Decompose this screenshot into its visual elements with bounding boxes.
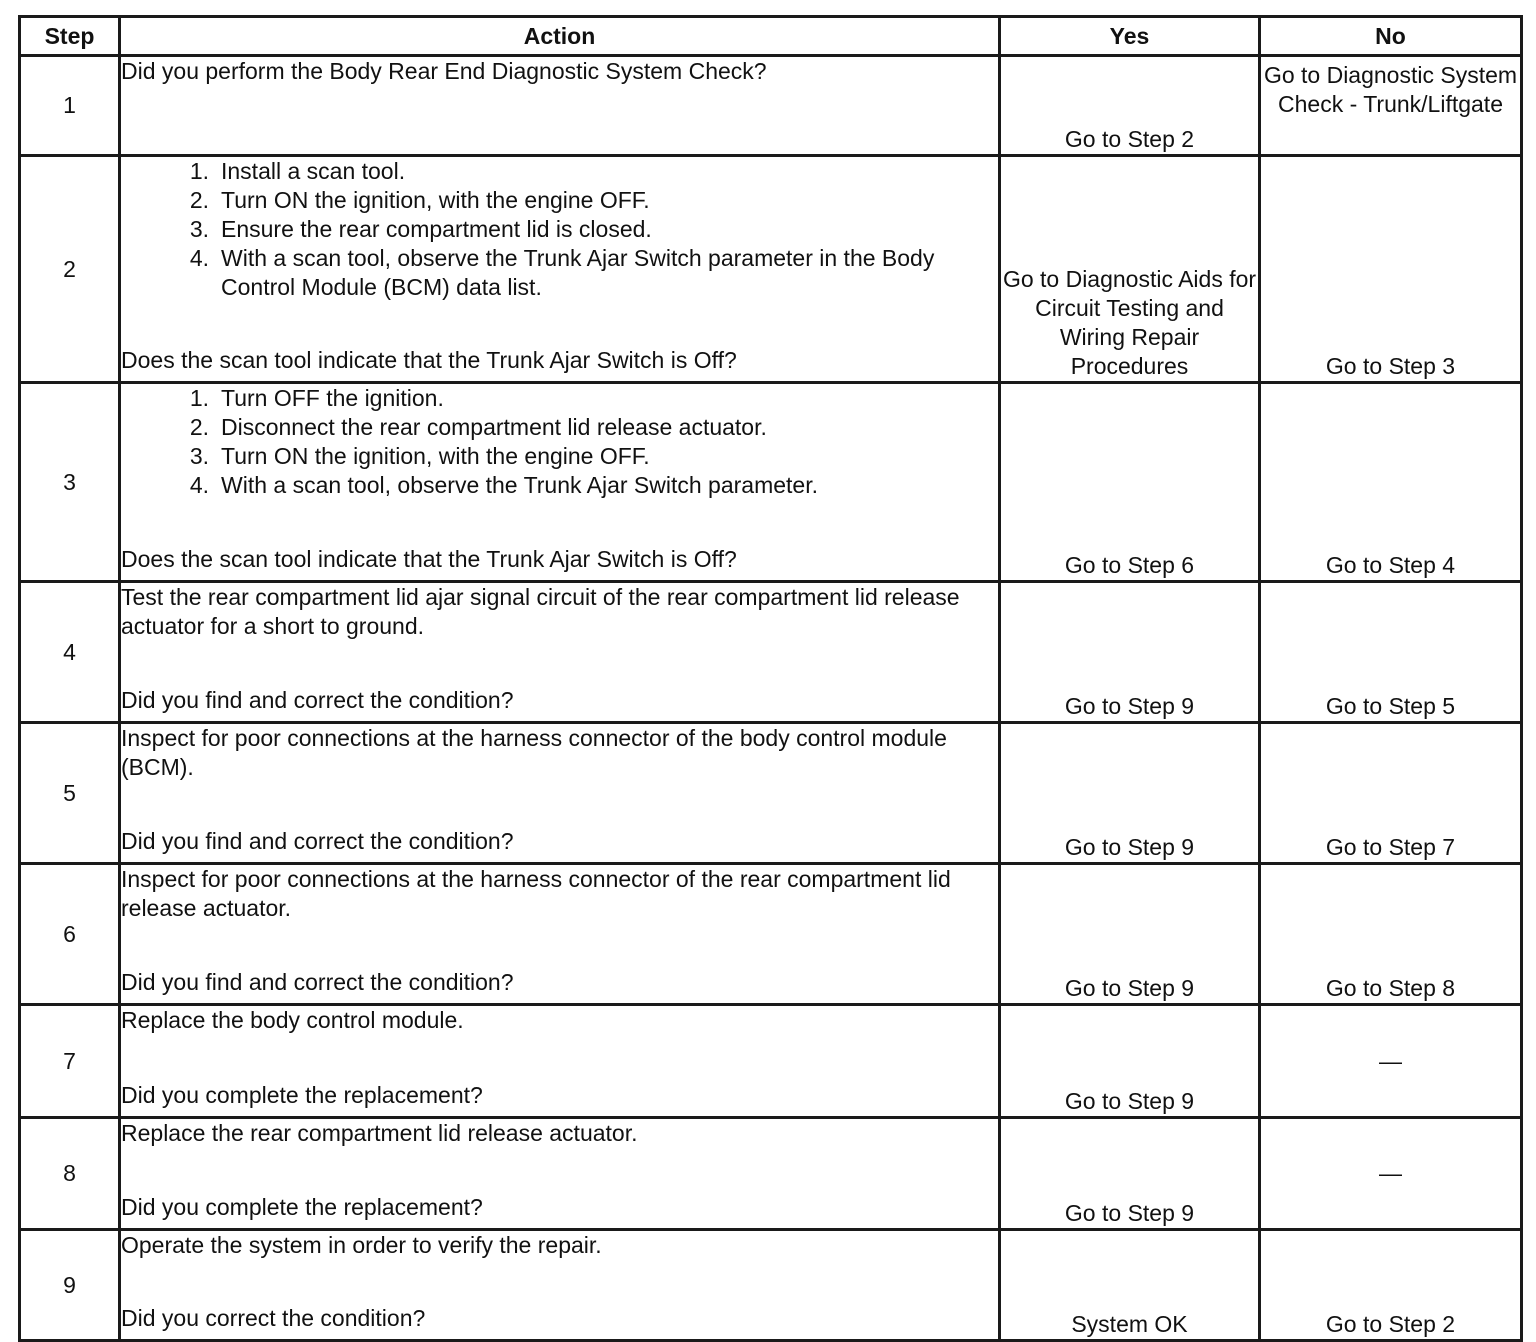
action-question: Did you correct the condition? [121, 1305, 426, 1331]
list-item: 4. With a scan tool, observe the Trunk Ajar Switch parameter. [189, 472, 819, 498]
action-cell [120, 582, 1000, 723]
action-question: Did you find and correct the condition? [121, 969, 514, 995]
table-row [20, 1005, 1522, 1118]
step-number: 5 [20, 723, 120, 864]
header-row [20, 17, 1522, 56]
action-question: Does the scan tool indicate that the Trunk Ajar Switch is Off? [121, 546, 737, 572]
action-text: Did you perform the Body Rear End Diagnostic System Check? [121, 58, 767, 84]
action-text: Replace the rear compartment lid release actuator. [121, 1120, 638, 1146]
header-action: Action [120, 17, 1000, 56]
table-row [20, 1230, 1522, 1341]
yes-cell: Go to Step 9 [1000, 1005, 1260, 1118]
action-cell [120, 156, 1000, 383]
no-cell: Go to Step 8 [1260, 864, 1522, 1005]
yes-cell: Go to Step 9 [1000, 582, 1260, 723]
no-cell: — [1260, 1118, 1522, 1230]
step-number: 4 [20, 582, 120, 723]
substep-list [121, 157, 998, 302]
action-question: Did you complete the replacement? [121, 1082, 483, 1108]
action-text: Inspect for poor connections at the harness connector of the body control module (BCM). [121, 725, 947, 780]
table-row [20, 156, 1522, 383]
list-item: 2. Turn ON the ignition, with the engine OFF. [189, 187, 650, 213]
table-row [20, 582, 1522, 723]
table-row [20, 723, 1522, 864]
table-row [20, 56, 1522, 156]
step-number: 7 [20, 1005, 120, 1118]
step-number: 8 [20, 1118, 120, 1230]
action-text: Test the rear compartment lid ajar signal circuit of the rear compartment lid release actuator for a short to ground. [121, 584, 960, 639]
list-item: 2. Disconnect the rear compartment lid release actuator. [189, 414, 767, 440]
header-no: No [1260, 17, 1522, 56]
header-yes: Yes [1000, 17, 1260, 56]
list-item: 1. Install a scan tool. [189, 158, 406, 184]
no-cell: Go to Step 3 [1260, 156, 1522, 383]
action-cell [120, 383, 1000, 582]
no-cell: Go to Step 4 [1260, 383, 1522, 582]
yes-cell: Go to Step 9 [1000, 864, 1260, 1005]
yes-cell: Go to Step 2 [1000, 56, 1260, 156]
action-text: Operate the system in order to verify the repair. [121, 1232, 602, 1258]
action-question: Did you find and correct the condition? [121, 828, 514, 854]
yes-cell: Go to Step 6 [1000, 383, 1260, 582]
no-cell: Go to Step 5 [1260, 582, 1522, 723]
table-row [20, 383, 1522, 582]
yes-cell: System OK [1000, 1230, 1260, 1341]
step-number: 2 [20, 156, 120, 383]
no-cell: Go to Diagnostic System Check - Trunk/Liftgate [1260, 56, 1522, 156]
action-cell [120, 723, 1000, 864]
action-cell [120, 1005, 1000, 1118]
header-step: Step [20, 17, 120, 56]
list-item: 4. With a scan tool, observe the Trunk Ajar Switch parameter in the Body Control Module (BCM) data list. [189, 245, 935, 300]
action-text: Replace the body control module. [121, 1007, 464, 1033]
yes-cell: Go to Diagnostic Aids for Circuit Testing and Wiring Repair Procedures [1000, 156, 1260, 383]
no-cell: — [1260, 1005, 1522, 1118]
list-item: 3. Ensure the rear compartment lid is closed. [189, 216, 652, 242]
yes-cell: Go to Step 9 [1000, 1118, 1260, 1230]
substep-list [121, 384, 998, 500]
action-question: Does the scan tool indicate that the Trunk Ajar Switch is Off? [121, 347, 737, 373]
diagnostic-table [18, 15, 1523, 1342]
list-item: 1. Turn OFF the ignition. [189, 385, 444, 411]
action-text: Inspect for poor connections at the harness connector of the rear compartment lid release actuator. [121, 866, 951, 921]
action-question: Did you find and correct the condition? [121, 687, 514, 713]
yes-cell: Go to Step 9 [1000, 723, 1260, 864]
action-cell [120, 1230, 1000, 1341]
action-cell [120, 1118, 1000, 1230]
step-number: 1 [20, 56, 120, 156]
no-cell: Go to Step 2 [1260, 1230, 1522, 1341]
action-cell [120, 864, 1000, 1005]
action-cell [120, 56, 1000, 156]
step-number: 3 [20, 383, 120, 582]
no-cell: Go to Step 7 [1260, 723, 1522, 864]
action-question: Did you complete the replacement? [121, 1194, 483, 1220]
table-row [20, 1118, 1522, 1230]
step-number: 9 [20, 1230, 120, 1341]
step-number: 6 [20, 864, 120, 1005]
table-row [20, 864, 1522, 1005]
list-item: 3. Turn ON the ignition, with the engine OFF. [189, 443, 650, 469]
